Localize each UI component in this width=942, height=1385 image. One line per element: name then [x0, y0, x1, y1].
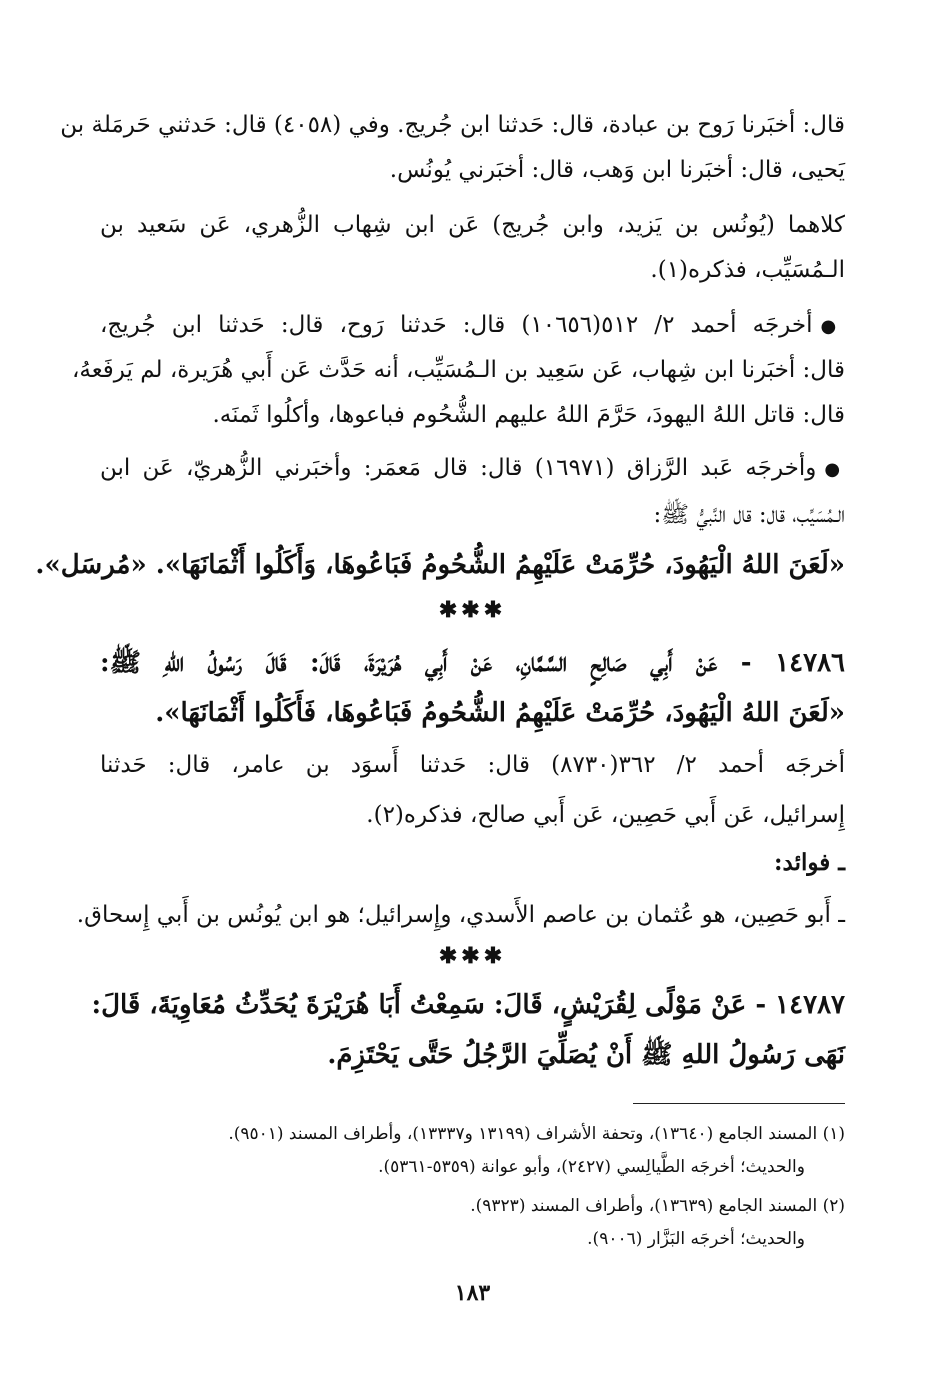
footnote: والحديث؛ أخرجَه الطَّيالِسي (٢٤٢٧)، وأبو عوانة (٥٣٥٩-٥٣٦١). [378, 1157, 805, 1177]
hadith-heading: ١٤٧٨٦ - عَنْ أَبِي صَالِحٍ السَّمَّانِ، عَنْ أَبِي هُرَيْرَةَ، قَالَ: قَالَ رَسُولُ اللهِ ﷺ: [100, 648, 845, 678]
bullet-icon: ● [824, 459, 845, 480]
text-line: الـمُسَيِّب، فذكره(١). [650, 257, 845, 283]
text-line: الـمُسَيِّب، قال: قال النَّبيُّ ﷺ: [653, 502, 845, 528]
text-line: قال: قاتل اللهُ اليهودَ، حَرَّمَ اللهُ عليهم الشُّحُوم فباعوها، وأكلُوا ثَمنَه. [212, 402, 845, 428]
text-line: كلاهما (يُونُس بن يَزيد، وابن جُريج) عَن ابن شِهاب الزُّهري، عَن سَعيد بن [100, 212, 845, 238]
footnote: (١) المسند الجامع (١٣٦٤٠)، وتحفة الأشراف (١٣١٩٩ و١٣٣٣٧)، وأطراف المسند (٩٥٠١). [228, 1124, 845, 1144]
hadith-text: «لَعَنَ اللهُ الْيَهُودَ، حُرِّمَتْ عَلَيْهِمُ الشُّحُومُ فَبَاعُوهَا، وَأَكَلُوا أَثْمَانَهَا». «مُرسَل». [35, 550, 845, 580]
separator-stars: ✱✱✱ [438, 597, 507, 623]
text-line: ـ أَبو حَصِين، هو عُثمان بن عاصم الأَسدي، وإِسرائيل؛ هو ابن يُونُس بن أَبي إِسحاق. [76, 902, 845, 928]
text-line: أخرجَه أحمد ٢/ ٣٦٢(٨٧٣٠) قال: حَدثنا أَسوَد بن عامر، قال: حَدثنا [100, 752, 845, 778]
text-line: قال: أخبَرنا ابن شِهاب، عَن سَعِيد بن الـمُسَيِّب، أنه حَدَّث عَن أَبي هُرَيرة، لم يَرفَعهُ، [71, 357, 845, 383]
page-number: ١٨٣ [454, 1280, 491, 1306]
bullet-paragraph [100, 305, 845, 347]
section-heading: ـ فوائد: [774, 849, 845, 876]
text-line: وأخرجَه عَبد الرَّزاق (١٦٩٧١) قال: قال مَعمَر: وأخبَرني الزُّهريّ، عَن ابن [100, 455, 817, 481]
text-line: يَحيى، قال: أخبَرنا ابن وَهب، قال: أخبَرني يُونُس. [389, 157, 845, 183]
footnote: (٢) المسند الجامع (١٣٦٣٩)، وأطراف المسند (٩٣٢٣). [470, 1196, 845, 1216]
text-line: أخرجَه أحمد ٢/ ٥١٢(١٠٦٥٦) قال: حَدثنا رَوح، قال: حَدثنا ابن جُريج، [100, 312, 813, 338]
hadith-text: نَهَى رَسُولُ اللهِ ﷺ أَنْ يُصَلِّيَ الرَّجُلُ حَتَّى يَحْتَزِمَ. [327, 1040, 845, 1070]
text-line: قال: أخبَرنا رَوح بن عبادة، قال: حَدثنا ابن جُريج. وفي (٤٠٥٨) قال: حَدثني حَرمَلة بن [60, 112, 845, 138]
footnote: والحديث؛ أخرجَه البَزَّار (٩٠٠٦). [587, 1229, 805, 1249]
bullet-paragraph [100, 448, 845, 490]
separator-stars: ✱✱✱ [438, 943, 507, 969]
hadith-heading: ١٤٧٨٧ - عَنْ مَوْلًى لِقُرَيْشٍ، قَالَ: سَمِعْتُ أَبَا هُرَيْرَةَ يُحَدِّثُ مُعَاوِيَةَ، قَالَ: [91, 990, 845, 1020]
text-line: إِسرائيل، عَن أَبي حَصِين، عَن أَبي صالح، فذكره(٢). [366, 802, 845, 828]
bullet-icon: ● [820, 316, 845, 337]
footnote-divider [633, 1103, 845, 1104]
hadith-text: «لَعَنَ اللهُ الْيَهُودَ، حُرِّمَتْ عَلَيْهِمُ الشُّحُومُ فَبَاعُوهَا، فَأَكَلُوا أَثْمَانَهَا». [155, 698, 845, 728]
